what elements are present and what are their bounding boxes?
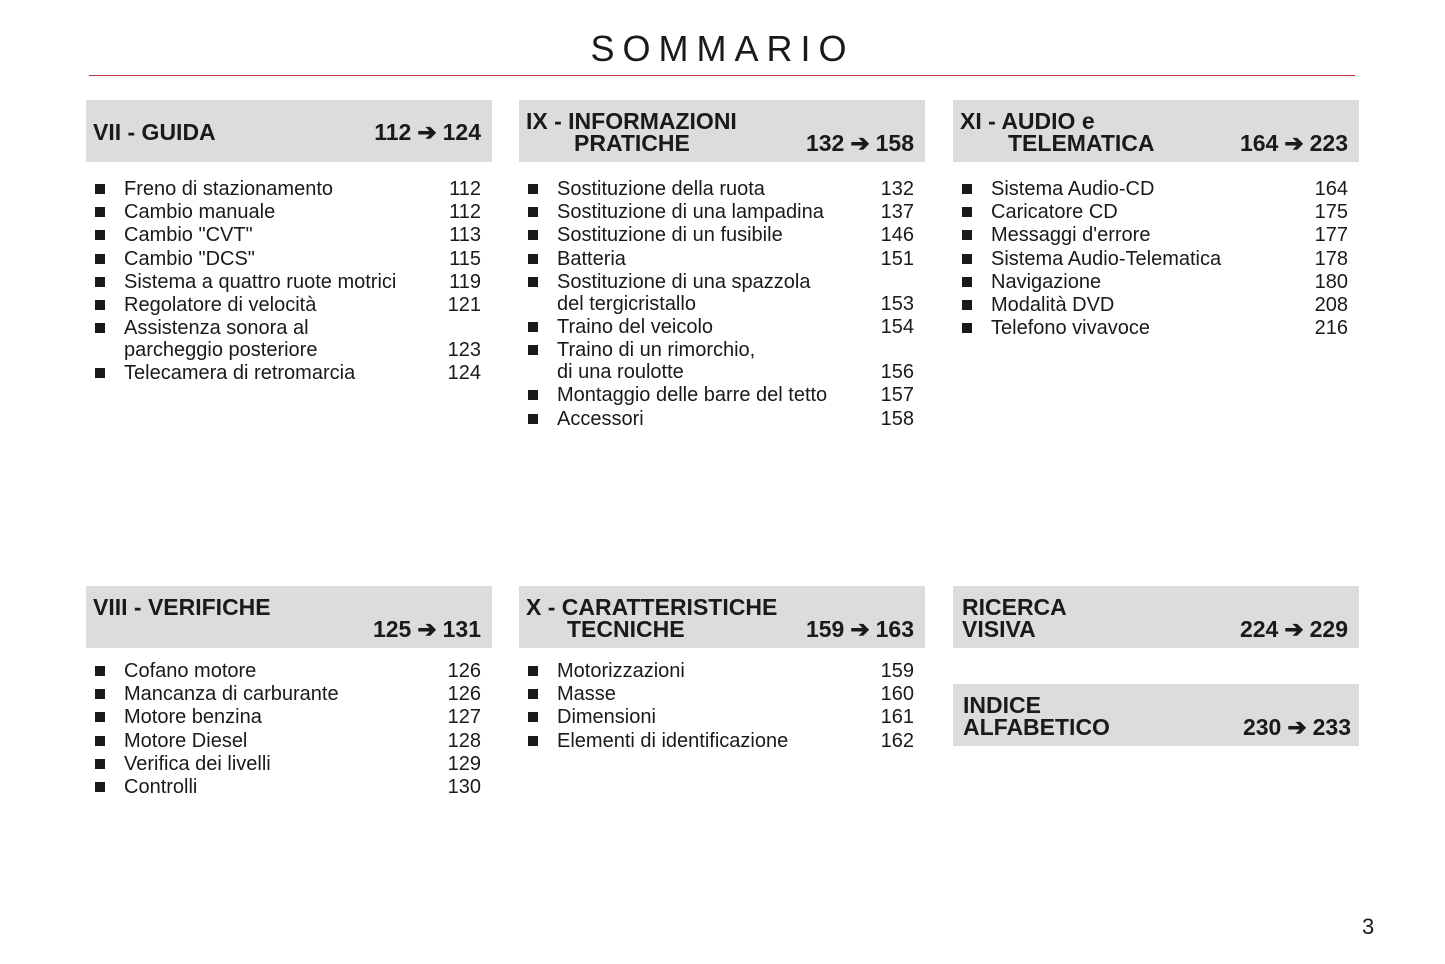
square-bullet-icon [962,207,972,217]
square-bullet-icon [95,230,105,240]
page-range [806,132,914,154]
range-start: 112 [374,119,412,145]
item-list [519,660,925,752]
list-item[interactable]: Freno di stazionamento 112 [86,178,492,200]
section-title-line2: TECNICHE [567,616,685,642]
item-list [519,178,925,430]
list-item[interactable]: Traino di un rimorchio, di una roulotte 156 [519,339,925,383]
section-title: X - CARATTERISTICHE [526,594,778,620]
page-ref: 126 [447,683,481,706]
page-ref: 115 [449,247,481,270]
list-item[interactable]: Dimensioni 161 [519,706,925,728]
square-bullet-icon [528,322,538,332]
page-ref: 180 [1314,270,1348,293]
item-list [86,178,492,384]
section-guida [86,100,492,386]
range-start: 230 [1242,714,1282,740]
square-bullet-icon [528,277,538,287]
arrow-right-icon: ➔ [1284,130,1304,156]
list-item[interactable]: Navigazione 180 [953,271,1359,293]
range-end: 229 [1309,616,1348,642]
list-item[interactable]: Traino del veicolo 154 [519,316,925,338]
range-end: 233 [1312,714,1351,740]
page-ref: 175 [1314,201,1348,224]
square-bullet-icon [962,230,972,240]
list-item[interactable]: Elementi di identificazione 162 [519,730,925,752]
list-item[interactable]: Sostituzione di una lampadina 137 [519,201,925,223]
square-bullet-icon [528,736,538,746]
square-bullet-icon [95,759,105,769]
square-bullet-icon [528,345,538,355]
square-bullet-icon [95,323,105,333]
list-item[interactable]: Masse 160 [519,683,925,705]
page-ref: 123 [447,339,481,362]
section-title: XI - AUDIO e [960,108,1095,134]
section-title-line2: PRATICHE [574,130,690,156]
list-item[interactable]: Cambio "CVT" 113 [86,224,492,246]
square-bullet-icon [528,666,538,676]
list-item[interactable]: Sostituzione di una spazzola del tergicristallo 153 [519,271,925,315]
square-bullet-icon [528,414,538,424]
page-range [1240,618,1348,640]
page-ref: 112 [449,178,481,200]
arrow-right-icon: ➔ [1284,616,1304,642]
page-ref: 128 [447,729,481,752]
range-start: 159 [805,616,845,642]
page-ref: 164 [1314,178,1348,200]
range-end: 163 [875,616,914,642]
list-item[interactable]: Telefono vivavoce 216 [953,317,1359,339]
square-bullet-icon [95,712,105,722]
section-caratteristiche [519,586,925,753]
range-start: 164 [1239,130,1279,156]
range-start: 132 [805,130,845,156]
page-ref: 158 [880,407,914,430]
page-ref: 156 [880,361,914,384]
list-item[interactable]: Telecamera di retromarcia 124 [86,362,492,384]
section-title: VII - GUIDA [93,119,216,145]
section-title-line2: ALFABETICO [963,714,1110,740]
list-item[interactable]: Assistenza sonora al parcheggio posteriore 123 [86,317,492,361]
page-ref: 137 [880,201,914,224]
page-ref: 132 [880,178,914,200]
list-item[interactable]: Accessori 158 [519,408,925,430]
square-bullet-icon [962,277,972,287]
list-item[interactable]: Verifica dei livelli 129 [86,753,492,775]
page-ref: 121 [447,293,481,316]
square-bullet-icon [528,230,538,240]
page-ref: 126 [447,660,481,682]
square-bullet-icon [95,254,105,264]
square-bullet-icon [95,666,105,676]
page-range [1240,132,1348,154]
page-ref: 216 [1314,317,1348,340]
page-ref: 162 [880,729,914,752]
square-bullet-icon [95,184,105,194]
square-bullet-icon [528,207,538,217]
section-header-guida[interactable] [86,100,492,162]
page-ref: 151 [880,247,914,270]
list-item[interactable]: Sistema Audio-Telematica 178 [953,248,1359,270]
arrow-right-icon: ➔ [1287,714,1307,740]
section-header-caratteristiche[interactable] [519,586,925,648]
item-list [86,660,492,798]
arrow-right-icon: ➔ [850,130,870,156]
page-ref: 127 [447,706,481,729]
list-item[interactable]: Motorizzazioni 159 [519,660,925,682]
section-verifiche [86,586,492,799]
page-range [1243,716,1351,738]
section-audio [953,100,1359,340]
section-title-line2: VISIVA [962,616,1036,642]
page-ref: 113 [449,224,481,247]
range-end: 158 [875,130,914,156]
page-ref: 160 [880,683,914,706]
page-ref: 157 [880,384,914,407]
list-item[interactable]: Motore Diesel 128 [86,730,492,752]
list-item[interactable]: Modalità DVD 208 [953,294,1359,316]
square-bullet-icon [95,782,105,792]
list-item[interactable]: Controlli 130 [86,776,492,798]
list-item[interactable]: Caricatore CD 175 [953,201,1359,223]
arrow-right-icon: ➔ [417,119,437,145]
list-item[interactable]: Sostituzione della ruota 132 [519,178,925,200]
page-ref: 159 [880,660,914,682]
section-title: INDICE [963,692,1041,718]
square-bullet-icon [95,368,105,378]
title-divider [89,75,1355,76]
section-header-informazioni[interactable] [519,100,925,162]
square-bullet-icon [528,390,538,400]
square-bullet-icon [962,254,972,264]
list-item[interactable]: Batteria 151 [519,248,925,270]
page-range [373,618,481,640]
page-ref: 130 [447,775,481,798]
list-item[interactable]: Cambio manuale 112 [86,201,492,223]
list-item[interactable]: Sistema Audio-CD 164 [953,178,1359,200]
square-bullet-icon [95,689,105,699]
square-bullet-icon [962,323,972,333]
page-ref: 153 [880,292,914,315]
page-range [806,618,914,640]
page-ref: 177 [1314,224,1348,247]
list-item[interactable]: Sostituzione di un fusibile 146 [519,224,925,246]
section-ricerca [953,586,1359,648]
list-item[interactable]: Messaggi d'errore 177 [953,224,1359,246]
page-title: SOMMARIO [590,28,855,69]
list-item[interactable]: Montaggio delle barre del tetto 157 [519,384,925,406]
page-ref: 178 [1314,247,1348,270]
page-ref: 124 [447,362,481,385]
range-start: 224 [1239,616,1279,642]
page-ref: 112 [449,201,481,224]
list-item[interactable]: Motore benzina 127 [86,706,492,728]
section-header-audio[interactable] [953,100,1359,162]
square-bullet-icon [962,300,972,310]
page-ref: 129 [447,752,481,775]
section-title-line2: TELEMATICA [1008,130,1155,156]
square-bullet-icon [528,254,538,264]
arrow-right-icon: ➔ [850,616,870,642]
section-header-verifiche[interactable] [86,586,492,648]
square-bullet-icon [528,712,538,722]
square-bullet-icon [95,277,105,287]
page-number: 3 [1362,914,1375,939]
list-item[interactable]: Sistema a quattro ruote motrici 119 [86,271,492,293]
page-range [374,121,481,143]
page-ref: 161 [880,706,914,729]
section-header-ricerca[interactable] [953,586,1359,648]
square-bullet-icon [528,689,538,699]
list-item[interactable]: Regolatore di velocità 121 [86,294,492,316]
section-title: VIII - VERIFICHE [93,594,271,620]
page-ref: 119 [449,270,481,293]
arrow-right-icon: ➔ [417,616,437,642]
section-title: RICERCA [962,594,1067,620]
page-ref: 154 [880,315,914,338]
range-start: 125 [372,616,412,642]
list-item[interactable]: Mancanza di carburante 126 [86,683,492,705]
square-bullet-icon [95,207,105,217]
item-list [953,178,1359,339]
square-bullet-icon [962,184,972,194]
range-end: 131 [442,616,481,642]
list-item[interactable]: Cambio "DCS" 115 [86,248,492,270]
range-end: 124 [442,119,481,145]
section-title: IX - INFORMAZIONI [526,108,737,134]
page-ref: 146 [880,224,914,247]
square-bullet-icon [95,736,105,746]
range-end: 223 [1309,130,1348,156]
section-indice [953,684,1359,746]
section-informazioni [519,100,925,431]
square-bullet-icon [528,184,538,194]
list-item[interactable]: Cofano motore 126 [86,660,492,682]
page-ref: 208 [1314,293,1348,316]
section-header-indice[interactable] [953,684,1359,746]
square-bullet-icon [95,300,105,310]
